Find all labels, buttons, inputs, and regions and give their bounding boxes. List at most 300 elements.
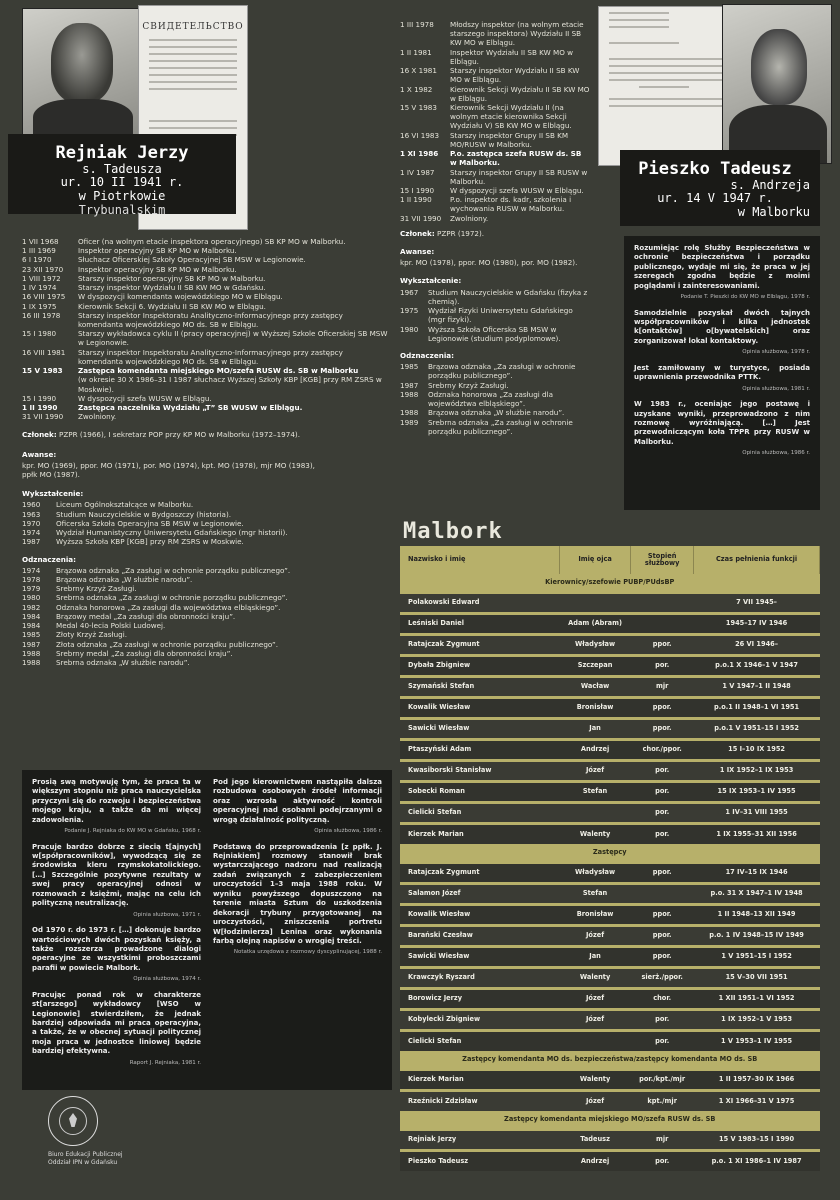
item-date: 23 XII 1970 bbox=[22, 264, 64, 274]
table-cell bbox=[631, 883, 694, 904]
rejniak-bio bbox=[22, 237, 390, 667]
edu-label: Wykształcenie: bbox=[22, 489, 84, 499]
quote-text: Jest zamiłowany w turystyce, posiada uprawnienia przewodnika PTTK. bbox=[634, 363, 810, 382]
table-cell: Sawicki Wiesław bbox=[400, 718, 559, 739]
list-item bbox=[22, 265, 390, 274]
malbork-table bbox=[400, 546, 820, 1171]
list-item bbox=[22, 329, 390, 347]
list-item bbox=[22, 658, 390, 667]
item-text: Kierownik Sekcji Wydziału II SB KW MO w Elblągu. bbox=[450, 84, 590, 103]
table-cell: Ratajczak Zygmunt bbox=[400, 862, 559, 883]
table-cell bbox=[631, 613, 694, 634]
footer-line2: Oddział IPN w Gdańsku bbox=[48, 1159, 118, 1167]
rejniak-quotes bbox=[22, 770, 392, 1090]
list-item bbox=[22, 621, 390, 630]
section-title: Zastępcy bbox=[400, 844, 820, 862]
table-cell: Rzeźnicki Zdzisław bbox=[400, 1090, 559, 1111]
item-text: Starszy inspektor Grupy II SB RUSW w Malborku. bbox=[450, 167, 588, 186]
quote-source: Opinia służbowa, 1986 r. bbox=[742, 450, 810, 457]
pieszko-edu-list bbox=[400, 288, 590, 343]
item-text: Zwolniony. bbox=[78, 412, 117, 422]
list-item bbox=[22, 246, 390, 255]
table-row bbox=[400, 802, 820, 823]
table-cell: 7 VII 1945– bbox=[694, 592, 820, 613]
item-text: Odznaka honorowa „Za zasługi dla województwa elbląskiego”. bbox=[428, 389, 554, 409]
item-date bbox=[22, 375, 78, 393]
table-cell: Polakowski Edward bbox=[400, 592, 559, 613]
table-cell: p.o.1 X 1946–1 V 1947 bbox=[694, 655, 820, 676]
item-date: 15 V 1983 bbox=[22, 366, 63, 376]
quote-source: Opinia służbowa, 1974 r. bbox=[133, 976, 201, 983]
item-date: 1987 bbox=[22, 639, 41, 649]
table-cell: Józef bbox=[559, 760, 630, 781]
list-item bbox=[22, 593, 390, 602]
item-text: Starszy inspektor Inspektoratu Analityczno-Informacyjnego przy zastępcy komendanta wojewódzkiego MO ds. SB w Elblągu. bbox=[78, 310, 343, 329]
table-cell: 1 XI 1966–31 V 1975 bbox=[694, 1090, 820, 1111]
quote-source: Podanie J. Rejniaka do KW MO w Gdańsku, 1968 r. bbox=[64, 828, 201, 835]
item-text: Inspektor operacyjny SB KP MO w Malborku. bbox=[78, 264, 237, 274]
malbork-title: Malbork bbox=[403, 519, 503, 544]
item-text: Brązowa odznaka „W służbie narodu”. bbox=[428, 408, 565, 418]
table-cell: 17 IV–15 IX 1946 bbox=[694, 862, 820, 883]
item-date: 1988 bbox=[400, 408, 419, 418]
table-header: Imię ojca bbox=[559, 546, 630, 574]
item-date: 1 II 1990 bbox=[400, 195, 432, 205]
item-text: Studium Nauczycielskie w Bydgoszczy (historia). bbox=[56, 509, 232, 519]
list-item bbox=[22, 575, 390, 584]
item-text: Młodszy inspektor (na wolnym etacie starszego inspektora) Wydziału II SB KW MO w Elblągu. bbox=[450, 20, 584, 48]
list-item bbox=[22, 255, 390, 264]
list-item bbox=[400, 325, 590, 343]
table-section-row bbox=[400, 1111, 820, 1129]
item-date: 1982 bbox=[22, 602, 41, 612]
promo-label: Awanse: bbox=[22, 449, 57, 459]
table-row bbox=[400, 925, 820, 946]
table-cell: Wacław bbox=[559, 676, 630, 697]
item-date: 1974 bbox=[22, 565, 41, 575]
list-item bbox=[22, 348, 390, 366]
table-header: Czas pełnienia funkcji bbox=[694, 546, 820, 574]
table-cell: 1 IX 1952–1 IX 1953 bbox=[694, 760, 820, 781]
quote-text: Podstawą do przeprowadzenia [z ppłk. J. Rejniakiem] rozmowy stanowił brak wystarczającego nadzoru nad realizacją zadań związanych z zabezpieczeniem uroczystości 1–3 maja 1988 roku. W wyniku powyższego dopuszczono na terenie miasta Sztum do uszkodzenia dekoracji trybuny przygotowanej na uroczystości, zniszczenia portretu W[łodzimierza] Lenina oraz wykonania farbą olejną napisów o wrogiej treści. bbox=[213, 842, 382, 945]
table-header: Nazwisko i imię bbox=[400, 546, 559, 574]
table-cell: Stefan bbox=[559, 781, 630, 802]
pieszko-place: w Malborku bbox=[737, 205, 810, 220]
item-date: 1 X 1982 bbox=[400, 84, 433, 94]
item-date: 1 II 1990 bbox=[22, 402, 58, 412]
list-item bbox=[22, 274, 390, 283]
awards-label: Odznaczenia: bbox=[400, 351, 455, 360]
item-date: 1987 bbox=[400, 380, 419, 390]
footer-text bbox=[48, 1151, 123, 1167]
table-cell: 1 V 1947–1 II 1948 bbox=[694, 676, 820, 697]
table-cell: Kierzek Marian bbox=[400, 1069, 559, 1090]
table-cell: 1 XII 1951–1 VI 1952 bbox=[694, 988, 820, 1009]
item-date: 1 IV 1987 bbox=[400, 167, 435, 177]
list-item bbox=[22, 649, 390, 658]
list-item bbox=[22, 500, 390, 509]
table-cell: Sobecki Roman bbox=[400, 781, 559, 802]
table-cell: p.o. 1 IV 1948–15 IV 1949 bbox=[694, 925, 820, 946]
table-cell bbox=[559, 1030, 630, 1051]
table-cell: por. bbox=[631, 1150, 694, 1171]
item-text: Zastępca komendanta miejskiego MO/szefa RUSW ds. SB w Malborku bbox=[78, 366, 359, 376]
item-text: W dyspozycji szefa WUSW w Elblągu. bbox=[450, 185, 584, 195]
item-date: 1 II 1981 bbox=[400, 47, 432, 57]
list-item bbox=[400, 48, 590, 66]
item-date: 1985 bbox=[400, 362, 419, 372]
table-cell: por. bbox=[631, 655, 694, 676]
table-cell: Sawicki Wiesław bbox=[400, 946, 559, 967]
item-text: Wyższa Szkoła Oficerska SB MSW w Legionowie (studium podyplomowe). bbox=[428, 324, 561, 343]
item-date: 1984 bbox=[22, 621, 41, 631]
pieszko-member bbox=[400, 229, 590, 238]
item-text: Liceum Ogólnokształcące w Malborku. bbox=[56, 500, 194, 510]
table-cell: Józef bbox=[559, 1090, 630, 1111]
item-text: Kierownik Sekcji 6. Wydziału II SB KW MO w Elblągu. bbox=[78, 301, 266, 311]
table-cell: por. bbox=[631, 781, 694, 802]
table-cell: Salamon Józef bbox=[400, 883, 559, 904]
table-cell: por. bbox=[631, 823, 694, 844]
member-label: Członek: bbox=[400, 228, 435, 238]
table-row bbox=[400, 1090, 820, 1111]
item-text: Srebrny Krzyż Zasługi. bbox=[428, 380, 509, 390]
table-cell: 1 V 1953–1 IV 1955 bbox=[694, 1030, 820, 1051]
table-row bbox=[400, 592, 820, 613]
list-item bbox=[22, 519, 390, 528]
table-cell: 1 II 1948–13 XII 1949 bbox=[694, 904, 820, 925]
item-text: Słuchacz Oficerskiej Szkoły Operacyjnej SB MSW w Legionowie. bbox=[78, 255, 306, 265]
item-text: Starszy inspektor Wydziału II SB KW MO w Elblągu. bbox=[450, 66, 580, 85]
quote-source: Opinia służbowa, 1971 r. bbox=[133, 911, 201, 918]
quote-source: Podanie T. Pieszki do KW MO w Elblągu, 1978 r. bbox=[680, 294, 810, 301]
list-item bbox=[22, 403, 390, 412]
list-item bbox=[22, 640, 390, 649]
rejniak-member bbox=[22, 430, 390, 439]
quote-text: Pod jego kierownictwem nastąpiła dalsza rozbudowa osobowych źródeł informacji oraz wzrosła aktywność kontroli operacyjnej nad osobami podejrzanymi o wrogą działalność polityczną. bbox=[213, 778, 382, 824]
item-text: Starszy inspektor Inspektoratu Analityczno-Informacyjnego przy zastępcy komendanta wojewódzkiego MO ds. SB w Elblągu. bbox=[78, 347, 343, 366]
item-text: Brązowa odznaka „W służbie narodu”. bbox=[56, 575, 193, 584]
edu-label: Wykształcenie: bbox=[400, 276, 462, 286]
item-date: 16 III 1978 bbox=[22, 310, 61, 320]
list-item bbox=[22, 302, 390, 311]
item-text: (w okresie 30 X 1986–31 I 1987 słuchacz Wyższej Szkoły KBP [KGB] przy RM ZSRS w Moskwie). bbox=[78, 375, 382, 394]
list-item bbox=[400, 186, 590, 195]
item-text: Brązowa odznaka „Za zasługi w ochronie porządku publicznego”. bbox=[56, 565, 291, 575]
item-date: 1988 bbox=[22, 648, 41, 658]
list-item bbox=[22, 510, 390, 519]
member-label: Członek: bbox=[22, 430, 57, 440]
item-date: 1 XI 1986 bbox=[400, 149, 439, 159]
table-row bbox=[400, 697, 820, 718]
table-row bbox=[400, 634, 820, 655]
table-cell: Borowicz Jerzy bbox=[400, 988, 559, 1009]
item-date: 1967 bbox=[400, 287, 419, 297]
list-item bbox=[400, 306, 590, 324]
item-text: Inspektor Wydziału II SB KW MO w Elblągu. bbox=[450, 47, 574, 66]
awards-label: Odznaczenia: bbox=[22, 554, 77, 564]
table-cell: p.o. 31 X 1947–1 IV 1948 bbox=[694, 883, 820, 904]
table-row bbox=[400, 904, 820, 925]
table-cell: Ratajczak Zygmunt bbox=[400, 634, 559, 655]
item-date: 1988 bbox=[22, 657, 41, 667]
list-item bbox=[22, 612, 390, 621]
item-text: Brązowa odznaka „Za zasługi w ochronie porządku publicznego”. bbox=[428, 362, 576, 381]
list-item bbox=[22, 292, 390, 301]
pieszko-career-list bbox=[400, 20, 590, 223]
list-item bbox=[22, 528, 390, 537]
item-text: P.o. inspektor ds. kadr, szkolenia i wychowania RUSW w Malborku. bbox=[450, 195, 572, 214]
item-text: Srebrna odznaka „Za zasługi w ochronie porządku publicznego”. bbox=[428, 417, 573, 436]
table-cell: Dybała Zbigniew bbox=[400, 655, 559, 676]
table-cell: Szymański Stefan bbox=[400, 676, 559, 697]
list-item bbox=[22, 366, 390, 375]
item-text: Wydział Fizyki Uniwersytetu Gdańskiego (mgr fizyki). bbox=[428, 306, 573, 325]
section-title: Zastępcy komendanta MO ds. bezpieczeństwa/zastępcy komendanta MO ds. SB bbox=[400, 1051, 820, 1069]
table-cell: Cielicki Stefan bbox=[400, 802, 559, 823]
pieszko-father: s. Andrzeja bbox=[730, 177, 810, 192]
quote-text: Pracując ponad rok w charakterze st[arszego] wykładowcy [WSO w Legionowie] stwierdziłem, że jednak bardziej odpowiada mi praca operacyjna, a także, że w obecnej sytuacji politycznej moja praca w jednostce liniowej będzie bardziej efektywna. bbox=[32, 990, 201, 1056]
table-cell: mjr bbox=[631, 1129, 694, 1150]
list-item bbox=[400, 149, 590, 167]
table-section-row bbox=[400, 1051, 820, 1069]
list-item bbox=[400, 381, 590, 390]
table-cell: Krawczyk Ryszard bbox=[400, 967, 559, 988]
item-date: 15 I 1990 bbox=[22, 393, 57, 403]
item-date: 1970 bbox=[22, 518, 41, 528]
item-text: Srebrny medal „Za zasługi dla obronności kraju”. bbox=[56, 648, 233, 658]
list-item bbox=[400, 288, 590, 306]
list-item bbox=[400, 418, 590, 436]
table-cell: Andrzej bbox=[559, 739, 630, 760]
certificate-title: СВИДЕТЕЛЬСТВО bbox=[142, 22, 244, 32]
pieszko-photo bbox=[722, 4, 832, 164]
table-cell: 15 I–10 IX 1952 bbox=[694, 739, 820, 760]
table-cell: 15 V–30 VII 1951 bbox=[694, 967, 820, 988]
item-text: Oficerska Szkoła Operacyjna SB MSW w Legionowie. bbox=[56, 518, 244, 528]
table-cell: 15 IX 1953–1 IV 1955 bbox=[694, 781, 820, 802]
table-cell: Stefan bbox=[559, 883, 630, 904]
list-item bbox=[400, 390, 590, 408]
table-cell: p.o.1 V 1951–15 I 1952 bbox=[694, 718, 820, 739]
pieszko-document bbox=[598, 6, 738, 166]
table-row bbox=[400, 883, 820, 904]
malbork-table-wrap bbox=[400, 546, 820, 1171]
table-cell: chor. bbox=[631, 988, 694, 1009]
table-row bbox=[400, 1069, 820, 1090]
item-date: 1985 bbox=[22, 630, 41, 640]
item-date: 16 VIII 1975 bbox=[22, 292, 66, 302]
promo-text: kpr. MO (1969), ppor. MO (1971), por. MO (1974), kpt. MO (1978), mjr MO (1983), ppłk MO (1987). bbox=[22, 460, 315, 480]
table-cell: Rejniak Jerzy bbox=[400, 1129, 559, 1150]
rejniak-name: Rejniak Jerzy bbox=[55, 143, 189, 163]
pieszko-name: Pieszko Tadeusz bbox=[638, 159, 792, 179]
ipn-logo bbox=[48, 1096, 98, 1146]
item-date: 1984 bbox=[22, 611, 41, 621]
list-item bbox=[400, 66, 590, 84]
table-cell: sierż./ppor. bbox=[631, 967, 694, 988]
table-cell: Józef bbox=[559, 1009, 630, 1030]
item-date: 15 I 1990 bbox=[400, 185, 435, 195]
quote-text: Prosią swą motywuję tym, że praca ta w większym stopniu niż praca nauczycielska przyczyni się do rozwoju i bezpieczeństwa mojego kraju, a także da mi więcej zadowolenia. bbox=[32, 778, 201, 824]
item-date: 16 VI 1983 bbox=[400, 130, 440, 140]
item-text: Wyższa Szkoła KBP [KGB] przy RM ZSRS w Moskwie. bbox=[56, 537, 244, 547]
rejniak-born: ur. 10 II 1941 r. bbox=[60, 175, 184, 190]
table-cell: Andrzej bbox=[559, 1150, 630, 1171]
item-text: Srebrna odznaka „Za zasługi w ochronie porządku publicznego”. bbox=[56, 593, 288, 603]
table-cell: Józef bbox=[559, 988, 630, 1009]
table-header: Stopień służbowy bbox=[631, 546, 694, 574]
table-cell: 1945–17 IV 1946 bbox=[694, 613, 820, 634]
item-text: W dyspozycji szefa WUSW w Elblągu. bbox=[78, 393, 212, 403]
quote-text: W 1983 r., oceniając jego postawę i uzyskane wyniki, przeprowadzono z nim rozmowę wyróżniającą. […] Jest przewodniczącym koła TPPR przy RUSW w Malborku. bbox=[634, 400, 810, 446]
section-title: Kierownicy/szefowie PUBP/PUdsBP bbox=[400, 574, 820, 592]
item-text: Złota odznaka „Za zasługi w ochronie porządku publicznego”. bbox=[56, 639, 279, 649]
member-text: PZPR (1972). bbox=[437, 228, 485, 238]
section-title: Zastępcy komendanta miejskiego MO/szefa RUSW ds. SB bbox=[400, 1111, 820, 1129]
item-text: Starszy inspektor operacyjny SB KP MO w Malborku. bbox=[78, 273, 266, 283]
item-date: 1987 bbox=[22, 537, 41, 547]
table-row bbox=[400, 1009, 820, 1030]
item-text: W dyspozycji komendanta wojewódzkiego MO w Elblągu. bbox=[78, 292, 283, 302]
pieszko-bio bbox=[400, 20, 590, 436]
rejniak-nameplate bbox=[8, 134, 236, 218]
item-text: Brązowy medal „Za zasługi dla obronności kraju”. bbox=[56, 611, 236, 621]
quote-text: Samodzielnie pozyskał dwóch tajnych współpracowników i kilka jednostek k[ontaktów] o[bywatelskich] oraz zorganizował lokal kontaktowy. bbox=[634, 308, 810, 345]
table-cell: ppor. bbox=[631, 862, 694, 883]
pieszko-awards-list bbox=[400, 362, 590, 436]
table-cell: Kowalik Wiesław bbox=[400, 904, 559, 925]
list-item bbox=[22, 537, 390, 546]
table-cell: p.o. 1 XI 1986–1 IV 1987 bbox=[694, 1150, 820, 1171]
list-item bbox=[400, 362, 590, 380]
item-text: Oficer (na wolnym etacie inspektora operacyjnego) SB KP MO w Malborku. bbox=[78, 237, 346, 246]
table-cell: por. bbox=[631, 760, 694, 781]
rejniak-father: s. Tadeusza bbox=[82, 161, 162, 176]
item-text: Medal 40-lecia Polski Ludowej. bbox=[56, 621, 166, 631]
list-item bbox=[400, 20, 590, 48]
item-date: 1980 bbox=[400, 324, 419, 334]
item-date: 16 X 1981 bbox=[400, 66, 437, 76]
item-date: 1979 bbox=[22, 584, 41, 594]
item-text: Srebrna odznaka „W służbie narodu”. bbox=[56, 657, 190, 667]
item-date: 31 VII 1990 bbox=[22, 412, 64, 422]
list-item bbox=[22, 375, 390, 393]
item-text: Studium Nauczycielskie w Gdańsku (fizyka z chemią). bbox=[428, 287, 588, 306]
rejniak-place1: w Piotrkowie bbox=[78, 189, 166, 204]
table-cell: Władysław bbox=[559, 862, 630, 883]
list-item bbox=[22, 283, 390, 292]
item-text: Kierownik Sekcji Wydziału II (na wolnym etacie kierownika Sekcji Wydziału V) SB KW MO w Elblągu. bbox=[450, 102, 572, 131]
item-date: 1 III 1969 bbox=[22, 246, 56, 256]
rejniak-awards-list bbox=[22, 566, 390, 667]
table-row bbox=[400, 946, 820, 967]
list-item bbox=[22, 584, 390, 593]
table-cell: Kobylecki Zbigniew bbox=[400, 1009, 559, 1030]
table-cell: ppor. bbox=[631, 697, 694, 718]
table-row bbox=[400, 718, 820, 739]
quote-source: Opinia służbowa, 1978 r. bbox=[742, 349, 810, 356]
list-item bbox=[22, 566, 390, 575]
table-cell: kpt./mjr bbox=[631, 1090, 694, 1111]
quote-text: Pracuje bardzo dobrze z siecią t[ajnych] w[spółpracowników], wywodzącą się ze środowiska kleru rzymskokatolickiego. […] Szczególnie pozytywne rezultaty w swej pracy operacyjnej odnosi w rozmowach z księżmi, mając na celu ich polityczną neutralizację. bbox=[32, 842, 201, 908]
pieszko-born: ur. 14 V 1947 r. bbox=[657, 191, 773, 206]
table-cell: Pieszko Tadeusz bbox=[400, 1150, 559, 1171]
table-cell: Tadeusz bbox=[559, 1129, 630, 1150]
pieszko-quotes bbox=[624, 236, 820, 510]
quote-text: Od 1970 r. do 1973 r. […] dokonuje bardzo wartościowych dwóch pozyskań księży, a także rozszerza prowadzone dialogi operacyjne ze wszystkimi proboszczami parafii w powiecie Malbork. bbox=[32, 926, 201, 972]
quote-source: Notatka urzędowa z rozmowy dyscyplinującej, 1988 r. bbox=[233, 949, 382, 956]
list-item bbox=[22, 237, 390, 246]
table-cell: por. bbox=[631, 802, 694, 823]
table-section-row bbox=[400, 574, 820, 592]
table-cell: Władysław bbox=[559, 634, 630, 655]
item-text: Wydział Humanistyczny Uniwersytetu Gdańskiego (mgr historii). bbox=[56, 528, 288, 538]
item-date: 1 VIII 1972 bbox=[22, 273, 61, 283]
table-cell: 1 II 1957–30 IX 1966 bbox=[694, 1069, 820, 1090]
item-date: 15 V 1983 bbox=[400, 102, 437, 112]
item-text: Zwolniony. bbox=[450, 213, 489, 223]
table-cell: ppor. bbox=[631, 718, 694, 739]
table-row bbox=[400, 823, 820, 844]
table-cell: Leśniski Daniel bbox=[400, 613, 559, 634]
table-row bbox=[400, 781, 820, 802]
item-text: Starszy inspektor Grupy II SB KM MO/RUSW w Malborku. bbox=[450, 130, 569, 149]
table-cell bbox=[631, 592, 694, 613]
quote-source: Opinia służbowa, 1986 r. bbox=[314, 828, 382, 835]
rejniak-edu-list bbox=[22, 500, 390, 546]
quote-source: Opinia służbowa, 1981 r. bbox=[742, 385, 810, 392]
table-cell: 1 IX 1955–31 XII 1956 bbox=[694, 823, 820, 844]
item-text: Inspektor operacyjny SB KP MO w Malborku. bbox=[78, 246, 237, 256]
quotes-col-right bbox=[213, 778, 382, 1082]
quote-text: Rozumiejąc rolę Służby Bezpieczeństwa w ochronie bezpieczeństwa i porządku publicznego, wydaje mi się, że praca w jej szeregach zgodna będzie z moimi poglądami i zainteresowaniami. bbox=[634, 244, 810, 290]
item-date: 1 IV 1974 bbox=[22, 283, 57, 293]
table-cell: 1 IV–31 VIII 1955 bbox=[694, 802, 820, 823]
table-row bbox=[400, 967, 820, 988]
table-row bbox=[400, 613, 820, 634]
item-date: 31 VII 1990 bbox=[400, 213, 442, 223]
table-cell: Adam (Abram) bbox=[559, 613, 630, 634]
item-date: 1974 bbox=[22, 528, 41, 538]
table-cell bbox=[559, 592, 630, 613]
list-item bbox=[400, 214, 590, 223]
item-date: 1963 bbox=[22, 509, 41, 519]
table-cell: Walenty bbox=[559, 823, 630, 844]
table-cell: Kowalik Wiesław bbox=[400, 697, 559, 718]
promo-text: kpr. MO (1978), ppor. MO (1980), por. MO (1982). bbox=[400, 258, 578, 268]
table-row bbox=[400, 760, 820, 781]
item-text: P.o. zastępca szefa RUSW ds. SB w Malborku. bbox=[450, 149, 582, 168]
table-cell: ppor. bbox=[631, 634, 694, 655]
table-cell: Walenty bbox=[559, 1069, 630, 1090]
table-cell: chor./ppor. bbox=[631, 739, 694, 760]
footer-line1: Biuro Edukacji Publicznej bbox=[48, 1151, 123, 1158]
item-date: 1 VII 1968 bbox=[22, 237, 59, 246]
table-cell: Bronisław bbox=[559, 697, 630, 718]
list-item bbox=[400, 131, 590, 149]
promo-label: Awanse: bbox=[400, 247, 435, 257]
table-cell: ppor. bbox=[631, 946, 694, 967]
list-item bbox=[22, 603, 390, 612]
item-date: 1975 bbox=[400, 306, 419, 316]
rejniak-photo bbox=[22, 8, 142, 138]
list-item bbox=[400, 168, 590, 186]
item-date: 15 I 1980 bbox=[22, 329, 57, 339]
item-date: 1978 bbox=[22, 575, 41, 584]
table-row bbox=[400, 655, 820, 676]
item-date: 1989 bbox=[400, 417, 419, 427]
